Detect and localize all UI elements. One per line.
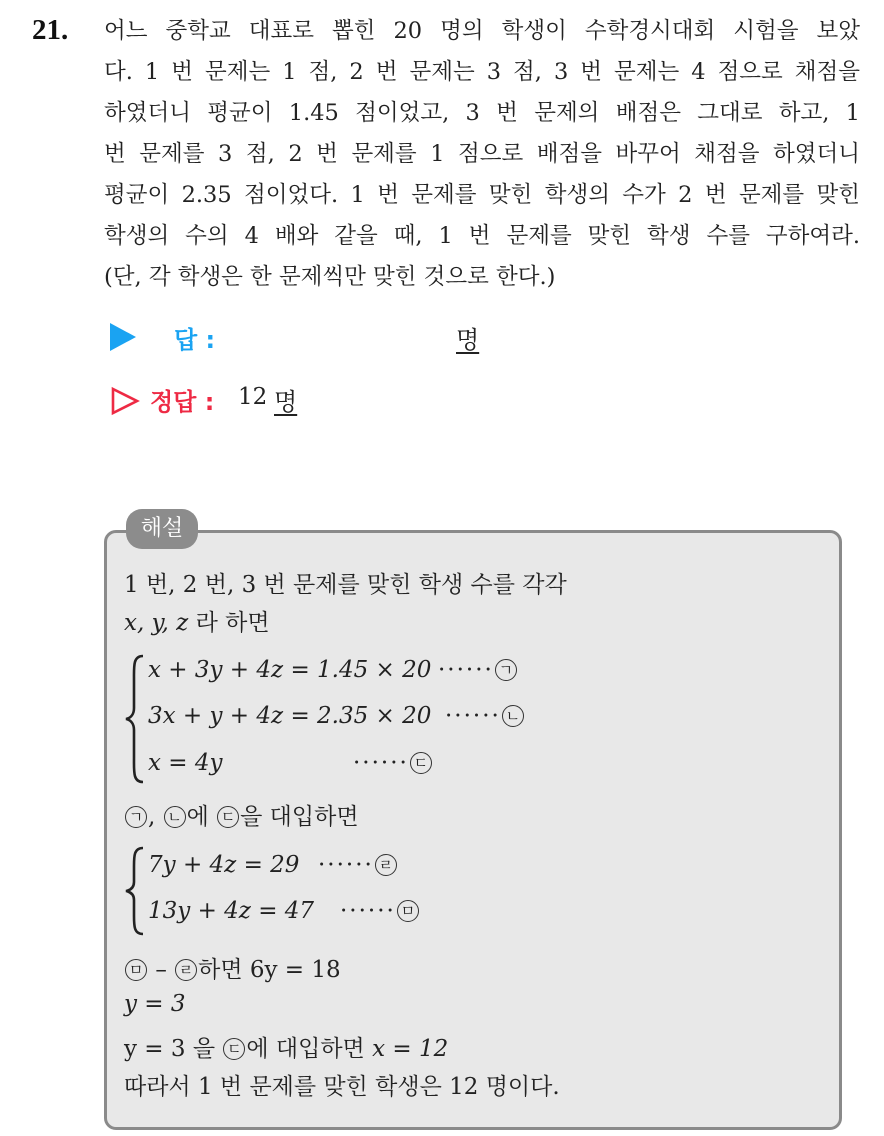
- question-line: 다. 1 번 문제는 1 점, 2 번 문제는 3 점, 3 번 문제는 4 점으로 채점을: [104, 59, 860, 85]
- step-3-lead: y = 3 을: [124, 1036, 216, 1062]
- circled-label: ㄹ: [375, 854, 397, 876]
- dots: ······: [445, 703, 501, 729]
- equation-3: [148, 750, 223, 776]
- equation-1-text: x + 3y + 4z = 1.45 × 20: [148, 657, 432, 683]
- correct-answer-value: 12: [238, 384, 268, 410]
- correct-answer-label: 정답 :: [150, 388, 215, 416]
- dots: ······: [353, 750, 409, 776]
- step-3: [124, 1030, 448, 1063]
- equation-5-text: 13y + 4z = 47: [148, 898, 315, 924]
- dots: ······: [438, 657, 494, 683]
- equation-5-marker: [340, 898, 420, 924]
- answer-unit: 명: [456, 326, 480, 354]
- equation-1-marker: [438, 657, 518, 683]
- equation-4-text: 7y + 4z = 29: [148, 852, 300, 878]
- question-line: 번 문제를 3 점, 2 번 문제를 1 점으로 배점을 바꾸어 채점을 하였더니: [104, 141, 860, 167]
- play-arrow-icon: [110, 323, 136, 351]
- solution-vars: x, y, z: [124, 610, 189, 636]
- equation-4: [148, 852, 299, 878]
- step-2: y = 3: [124, 991, 186, 1017]
- step-3-result: x = 12: [372, 1036, 449, 1062]
- solution-intro-text: 라 하면: [195, 610, 270, 636]
- circled-label: ㅁ: [397, 900, 419, 922]
- circled-label: ㄷ: [223, 1038, 245, 1060]
- equation-3-marker: [353, 750, 433, 776]
- question-line: 평균이 2.35 점이었다. 1 번 문제를 맞힌 학생의 수가 2 번 문제를 맞힌: [104, 182, 860, 208]
- left-brace-icon: [124, 846, 146, 936]
- equation-4-marker: [318, 852, 398, 878]
- substitution-text: 을 대입하면: [240, 804, 359, 830]
- left-brace-icon: [124, 654, 146, 784]
- substitution-text: 에: [186, 804, 209, 830]
- comma: ,: [148, 804, 156, 830]
- equation-1: [148, 657, 431, 683]
- circled-label: ㄱ: [495, 659, 517, 681]
- circled-label: ㄱ: [125, 806, 147, 828]
- solution-intro-line1: 1 번, 2 번, 3 번 문제를 맞힌 학생 수를 각각: [124, 572, 567, 598]
- outline-arrow-icon: [110, 386, 140, 416]
- circled-label: ㄴ: [164, 806, 186, 828]
- conclusion: 따라서 1 번 문제를 맞힌 학생은 12 명이다.: [124, 1074, 560, 1100]
- step-3-text: 에 대입하면: [246, 1036, 365, 1062]
- circled-label: ㄷ: [410, 752, 432, 774]
- question-line: 어느 중학교 대표로 뽑힌 20 명의 학생이 수학경시대회 시험을 보았: [104, 18, 860, 44]
- circled-label: ㄷ: [217, 806, 239, 828]
- correct-answer-row: [110, 380, 530, 420]
- answer-row[interactable]: [110, 318, 530, 358]
- equation-2-text: 3x + y + 4z = 2.35 × 20: [148, 703, 432, 729]
- question-text: [104, 14, 860, 301]
- question-number: 21.: [32, 14, 69, 46]
- equation-2: [148, 703, 431, 729]
- minus-sign: –: [155, 957, 167, 983]
- correct-answer-unit: 명: [274, 388, 298, 416]
- dots: ······: [318, 852, 374, 878]
- answer-label: 답 :: [174, 326, 216, 354]
- question-line: 학생의 수의 4 배와 같을 때, 1 번 문제를 맞힌 학생 수를 구하여라.: [104, 223, 860, 249]
- step-1-text: 하면 6y = 18: [198, 957, 341, 983]
- solution-tab: 해설: [126, 509, 198, 549]
- circled-label: ㄴ: [502, 705, 524, 727]
- equation-5: [148, 898, 314, 924]
- circled-label: ㅁ: [125, 959, 147, 981]
- question-line: (단, 각 학생은 한 문제씩만 맞힌 것으로 한다.): [104, 264, 556, 290]
- circled-label: ㄹ: [175, 959, 197, 981]
- equation-3-text: x = 4y: [148, 750, 223, 776]
- substitution-line: [124, 798, 359, 831]
- question-line: 하였더니 평균이 1.45 점이었고, 3 번 문제의 배점은 그대로 하고, 1: [104, 100, 860, 126]
- dots: ······: [340, 898, 396, 924]
- equation-2-marker: [445, 703, 525, 729]
- step-subtract: [124, 951, 341, 984]
- solution-intro-line2: [124, 604, 270, 637]
